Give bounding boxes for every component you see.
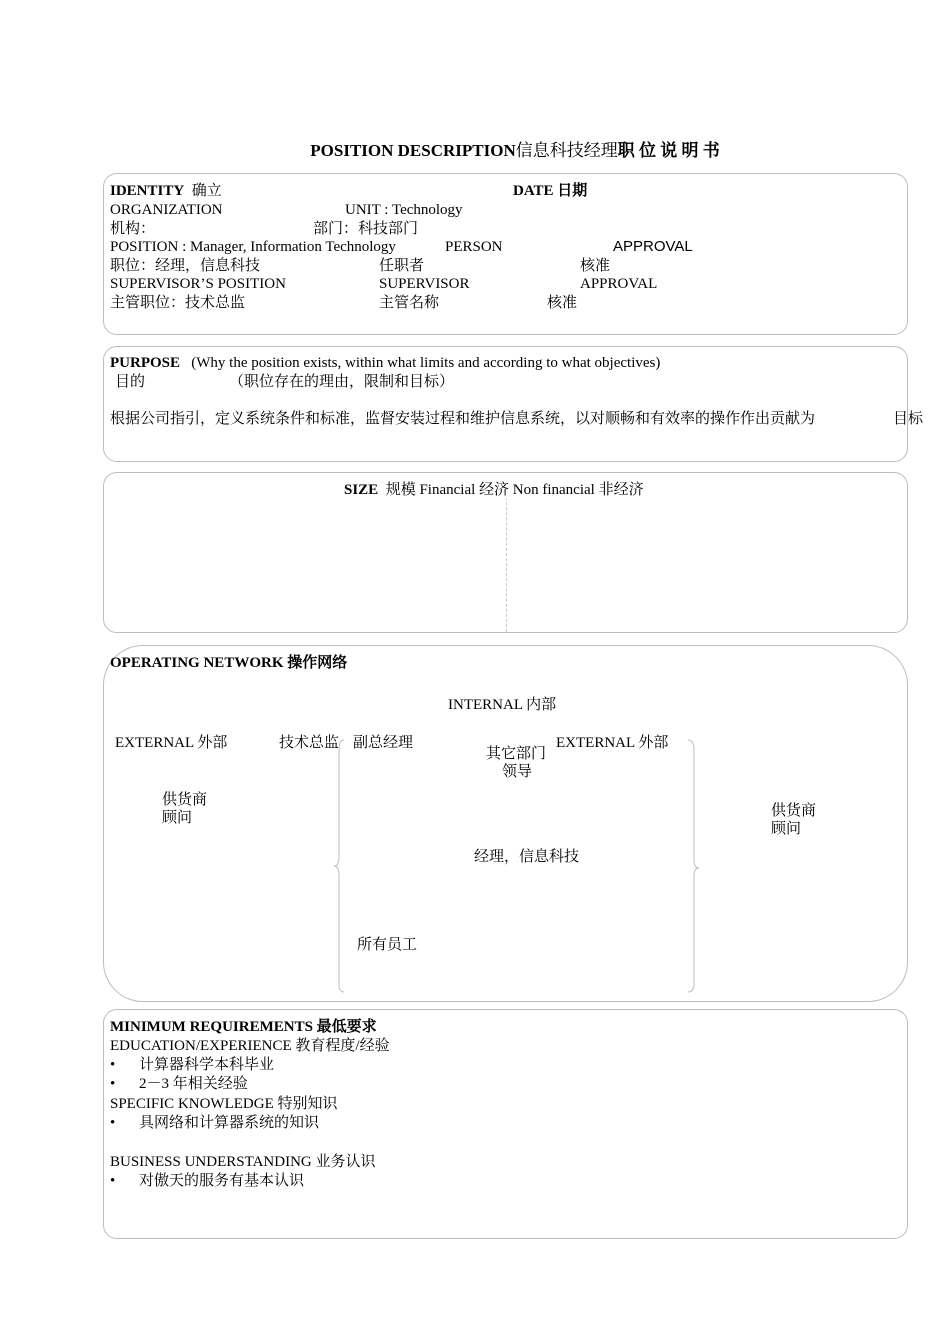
page-title <box>0 141 950 161</box>
supervisor-position-label: SUPERVISOR’S POSITION <box>110 276 286 292</box>
position-label-cn: 职位：经理，信息科技 <box>110 258 261 274</box>
education-label: EDUCATION/EXPERIENCE 教育程度/经验 <box>110 1038 390 1054</box>
network-external-right: EXTERNAL 外部 <box>556 735 669 751</box>
network-label: OPERATING NETWORK 操作网络 <box>110 655 348 671</box>
list-item: • 计算器科学本科毕业 <box>110 1056 274 1075</box>
approval-label-cn-1: 核准 <box>580 258 611 274</box>
person-label-cn: 任职者 <box>379 258 425 274</box>
unit-label-cn: 部门：科技部门 <box>313 221 419 237</box>
purpose-label: PURPOSE <box>110 355 181 371</box>
business-label: BUSINESS UNDERSTANDING 业务认识 <box>110 1154 376 1170</box>
business-list <box>110 1172 304 1191</box>
size-text: 规模 Financial 经济 Non financial 非经济 <box>385 482 644 498</box>
size-heading <box>344 481 644 499</box>
size-divider <box>506 492 507 632</box>
person-label: PERSON <box>445 239 503 255</box>
identity-heading <box>110 182 222 200</box>
requirements-label: MINIMUM REQUIREMENTS 最低要求 <box>110 1019 377 1035</box>
network-external-left: EXTERNAL 外部 <box>115 735 228 751</box>
title-cn: 信息科技经理 <box>515 141 618 160</box>
unit-label: UNIT : Technology <box>345 202 463 218</box>
network-internal: INTERNAL 内部 <box>448 697 557 713</box>
knowledge-list <box>110 1114 319 1133</box>
organization-label-cn: 机构： <box>110 221 156 237</box>
supervisor-position-label-cn: 主管职位：技术总监 <box>110 295 246 311</box>
list-item: • 对傲天的服务有基本认识 <box>110 1172 304 1191</box>
network-advisor-right: 顾问 <box>771 821 802 837</box>
purpose-heading <box>110 354 660 372</box>
network-deputy-gm: 副总经理 <box>353 735 414 751</box>
list-item: • 2－3 年相关经验 <box>110 1075 274 1094</box>
date-label: DATE 日期 <box>513 183 588 199</box>
identity-label-cn: 确立 <box>191 183 222 199</box>
network-manager: 经理，信息科技 <box>474 849 580 865</box>
identity-label: IDENTITY <box>110 183 185 199</box>
list-item: • 具网络和计算器系统的知识 <box>110 1114 319 1133</box>
supervisor-label: SUPERVISOR <box>379 276 470 292</box>
education-list <box>110 1056 274 1094</box>
title-en: POSITION DESCRIPTION <box>310 141 516 160</box>
approval-label-2: APPROVAL <box>580 276 658 292</box>
purpose-label-cn: 目的 <box>115 374 146 390</box>
organization-label: ORGANIZATION <box>110 202 223 218</box>
approval-label-cn-2: 核准 <box>547 295 578 311</box>
network-supplier-left: 供货商 <box>162 792 208 808</box>
size-label: SIZE <box>344 482 379 498</box>
approval-label-1: APPROVAL <box>613 238 693 255</box>
network-advisor-left: 顾问 <box>162 810 193 826</box>
network-cto: 技术总监 <box>279 735 340 751</box>
position-label: POSITION : Manager, Information Technology <box>110 239 396 255</box>
purpose-body: 根据公司指引，定义系统条件和标准，监督安装过程和维护信息系统，以对顺畅和有效率的操作作出贡献为 <box>110 411 816 427</box>
title-cn-bold: 职 位 说 明 书 <box>617 141 720 160</box>
supervisor-label-cn: 主管名称 <box>379 295 440 311</box>
purpose-description-cn: （职位存在的理由，限制和目标） <box>229 374 455 390</box>
network-all-staff: 所有员工 <box>357 937 418 953</box>
purpose-description: (Why the position exists, within what limits and according to what objectives) <box>191 355 661 371</box>
knowledge-label: SPECIFIC KNOWLEDGE 特别知识 <box>110 1096 338 1112</box>
purpose-target: 目标 <box>893 411 924 427</box>
network-supplier-right: 供货商 <box>771 803 817 819</box>
network-other-dept: 其它部门 <box>486 746 547 762</box>
network-leader: 领导 <box>502 764 533 780</box>
